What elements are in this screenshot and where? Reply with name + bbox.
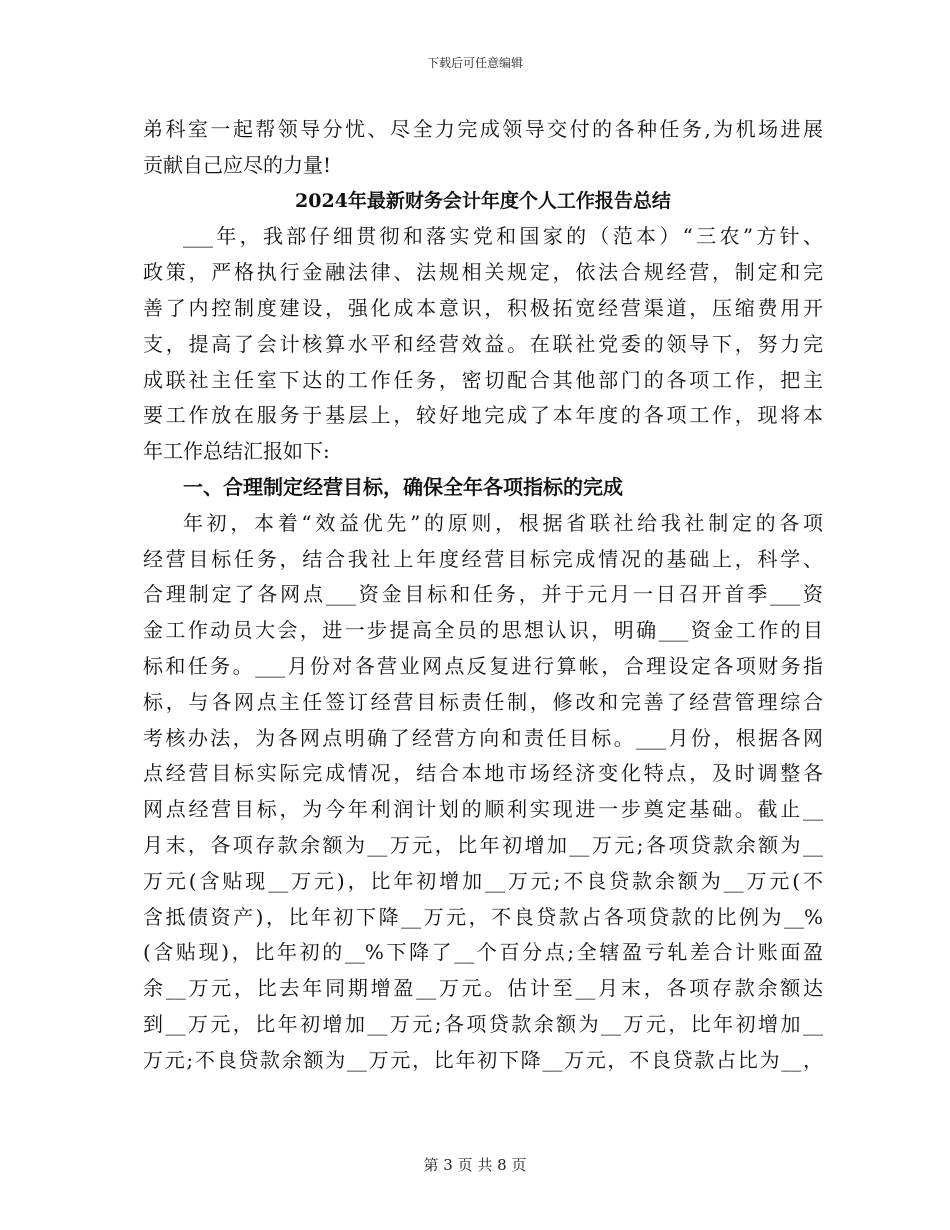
paragraph-line: 万元;不良贷款余额为__万元，比年初下降__万元，不良贷款占比为__， (143, 1047, 823, 1072)
paragraph-line: 网点经营目标，为今年利润计划的顺利实现进一步奠定基础。截止__ (143, 797, 823, 822)
document-title: 2024年最新财务会计年度个人工作报告总结 (295, 189, 671, 212)
paragraph-line: ___年，我部仔细贯彻和落实党和国家的（范本）“三农”方针、 (183, 224, 823, 249)
paragraph-line: 标和任务。___月份对各营业网点反复进行算帐，合理设定各项财务指 (143, 653, 823, 678)
paragraph-line: 余__万元，比去年同期增盈__万元。估计至__月末，各项存款余额达 (143, 976, 823, 1001)
paragraph-line: (含贴现)，比年初的__%下降了__个百分点;全辖盈亏轧差合计账面盈 (143, 940, 823, 965)
paragraph-line: 金工作动员大会，进一步提高全员的思想认识，明确___资金工作的目 (143, 618, 823, 643)
paragraph-line: 考核办法，为各网点明确了经营方向和责任目标。___月份，根据各网 (143, 725, 823, 750)
document-body (143, 112, 823, 1079)
paragraph-line: 支，提高了会计核算水平和经营效益。在联社党委的领导下，努力完 (143, 331, 823, 356)
paragraph-line: 月末，各项存款余额为__万元，比年初增加__万元;各项贷款余额为__ (143, 832, 823, 857)
section-heading: 一、合理制定经营目标，确保全年各项指标的完成 (183, 474, 623, 499)
header-note: 下载后可任意编辑 (426, 56, 523, 70)
paragraph-line: 标，与各网点主任签订经营目标责任制，修改和完善了经营管理综合 (143, 689, 823, 714)
paragraph-line: 善了内控制度建设，强化成本意识，积极拓宽经营渠道，压缩费用开 (143, 295, 823, 320)
paragraph-line: 含抵债资产)，比年初下降__万元，不良贷款占各项贷款的比例为__% (143, 904, 823, 929)
intro-line: 弟科室一起帮领导分忧、尽全力完成领导交付的各种任务,为机场进展 (143, 117, 823, 141)
intro-line: 贡献自己应尽的力量! (143, 152, 332, 177)
paragraph-line: 年初，本着“效益优先”的原则，根据省联社给我社制定的各项 (183, 510, 823, 535)
paragraph-line: 合理制定了各网点___资金目标和任务，并于元月一日召开首季___资 (143, 582, 823, 607)
paragraph-line: 成联社主任室下达的工作任务，密切配合其他部门的各项工作，把主 (143, 367, 823, 392)
page-number: 第 3 页 共 8 页 (423, 1156, 527, 1174)
paragraph-line: 要工作放在服务于基层上，较好地完成了本年度的各项工作，现将本 (143, 403, 823, 428)
paragraph-line: 经营目标任务，结合我社上年度经营目标完成情况的基础上，科学、 (143, 546, 823, 571)
paragraph-line: 年工作总结汇报如下: (143, 439, 330, 464)
paragraph-line: 政策，严格执行金融法律、法规相关规定，依法合规经营，制定和完 (143, 260, 823, 285)
paragraph-line: 万元(含贴现__万元)，比年初增加__万元;不良贷款余额为__万元(不 (143, 868, 823, 893)
paragraph-line: 点经营目标实际完成情况，结合本地市场经济变化特点，及时调整各 (143, 761, 823, 786)
paragraph-line: 到__万元，比年初增加__万元;各项贷款余额为__万元，比年初增加__ (143, 1011, 823, 1036)
